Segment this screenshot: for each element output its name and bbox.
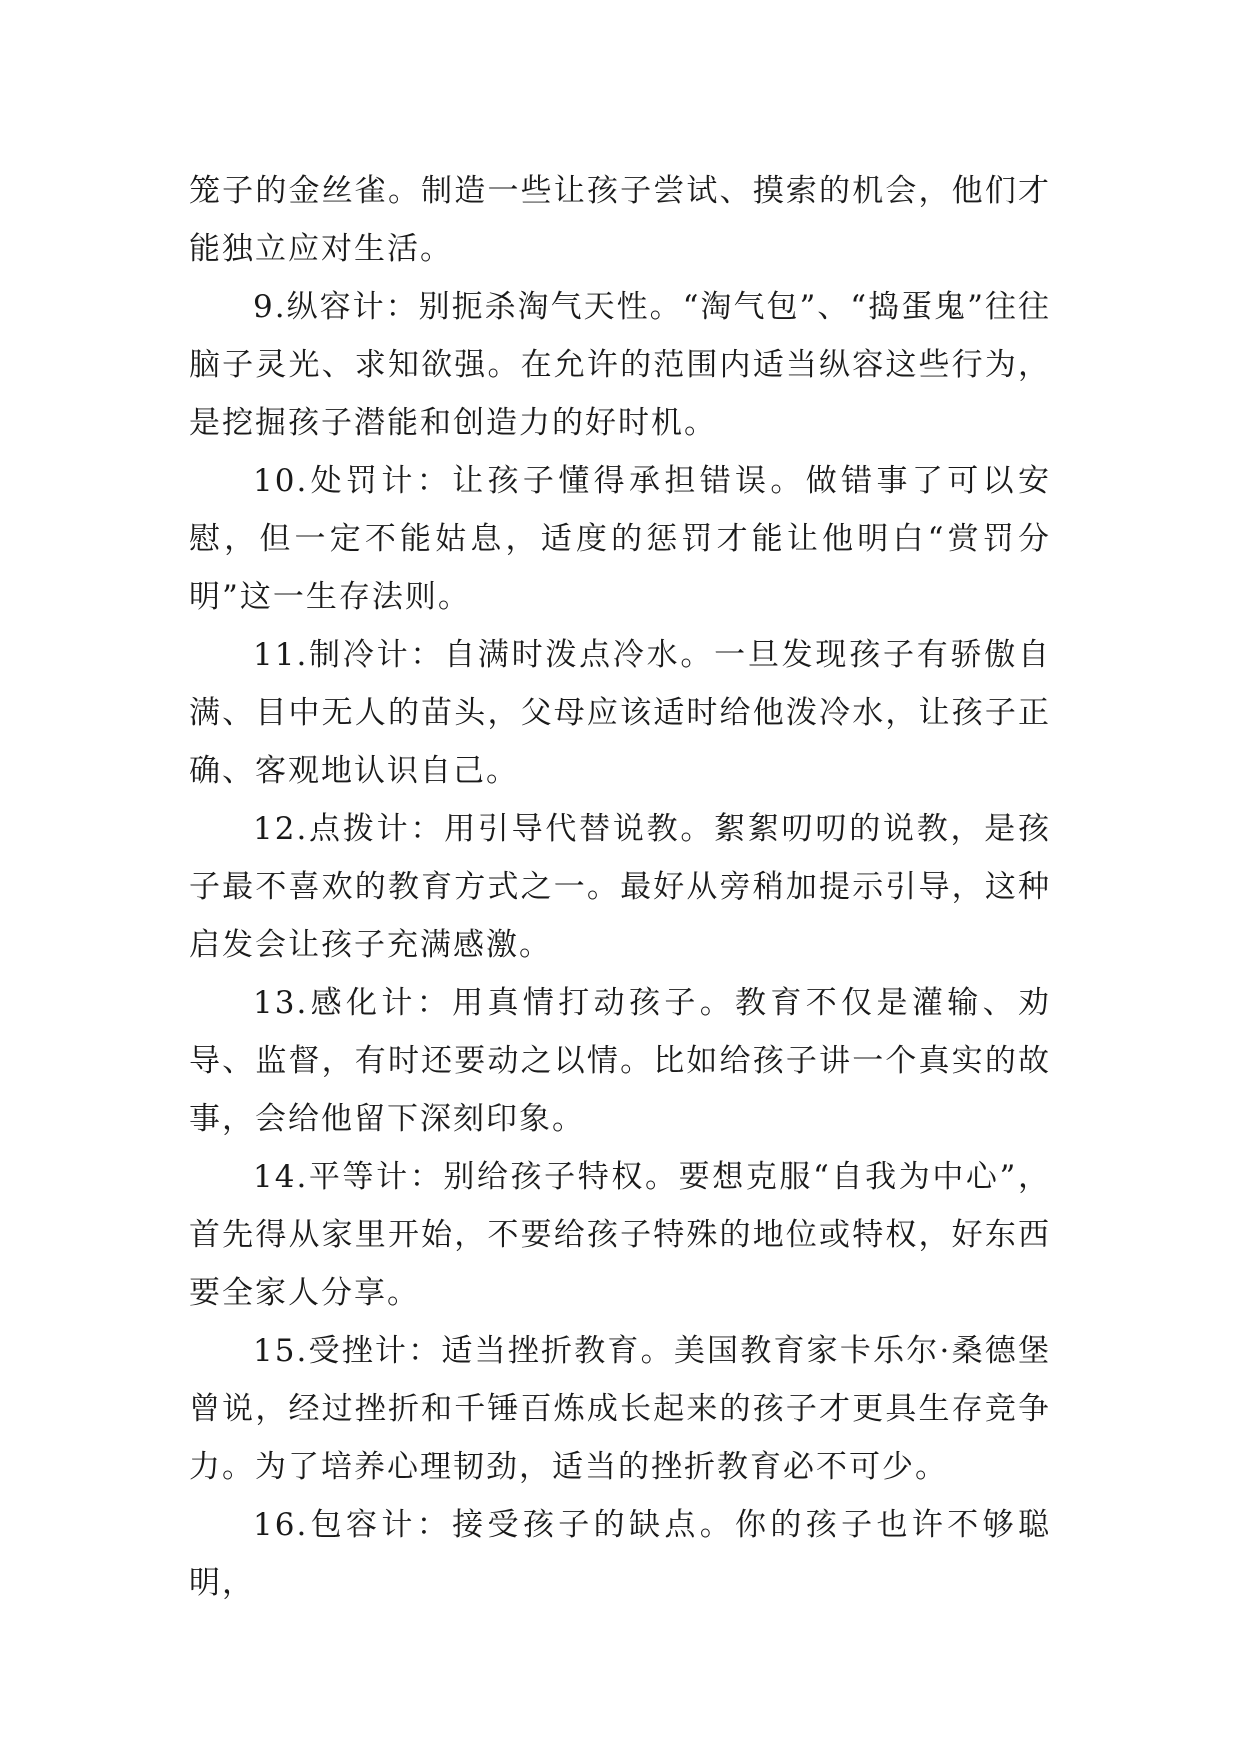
paragraph-item-11: 11.制冷计：自满时泼点冷水。一旦发现孩子有骄傲自满、目中无人的苗头，父母应该适时给他泼冷水，让孩子正确、客观地认识自己。 (189, 637, 1051, 789)
paragraph-item-15: 15.受挫计：适当挫折教育。美国教育家卡乐尔·桑德堡曾说，经过挫折和千锤百炼成长起来的孩子才更具生存竞争力。为了培养心理韧劲，适当的挫折教育必不可少。 (189, 1333, 1051, 1485)
paragraph-item-10: 10.处罚计：让孩子懂得承担错误。做错事了可以安慰，但一定不能姑息，适度的惩罚才能让他明白“赏罚分明”这一生存法则。 (189, 463, 1051, 615)
paragraph-item-16: 16.包容计：接受孩子的缺点。你的孩子也许不够聪明， (189, 1507, 1051, 1601)
paragraph-continuation: 笼子的金丝雀。制造一些让孩子尝试、摸索的机会，他们才能独立应对生活。 (189, 173, 1051, 267)
paragraph-item-14: 14.平等计：别给孩子特权。要想克服“自我为中心”，首先得从家里开始，不要给孩子特殊的地位或特权，好东西要全家人分享。 (189, 1159, 1051, 1311)
document-body (189, 162, 1051, 1612)
paragraph-item-12: 12.点拨计：用引导代替说教。絮絮叨叨的说教，是孩子最不喜欢的教育方式之一。最好从旁稍加提示引导，这种启发会让孩子充满感激。 (189, 811, 1051, 963)
paragraph-item-13: 13.感化计：用真情打动孩子。教育不仅是灌输、劝导、监督，有时还要动之以情。比如给孩子讲一个真实的故事，会给他留下深刻印象。 (189, 985, 1051, 1137)
paragraph-item-9: 9.纵容计：别扼杀淘气天性。“淘气包”、“捣蛋鬼”往往脑子灵光、求知欲强。在允许的范围内适当纵容这些行为，是挖掘孩子潜能和创造力的好时机。 (189, 289, 1051, 441)
